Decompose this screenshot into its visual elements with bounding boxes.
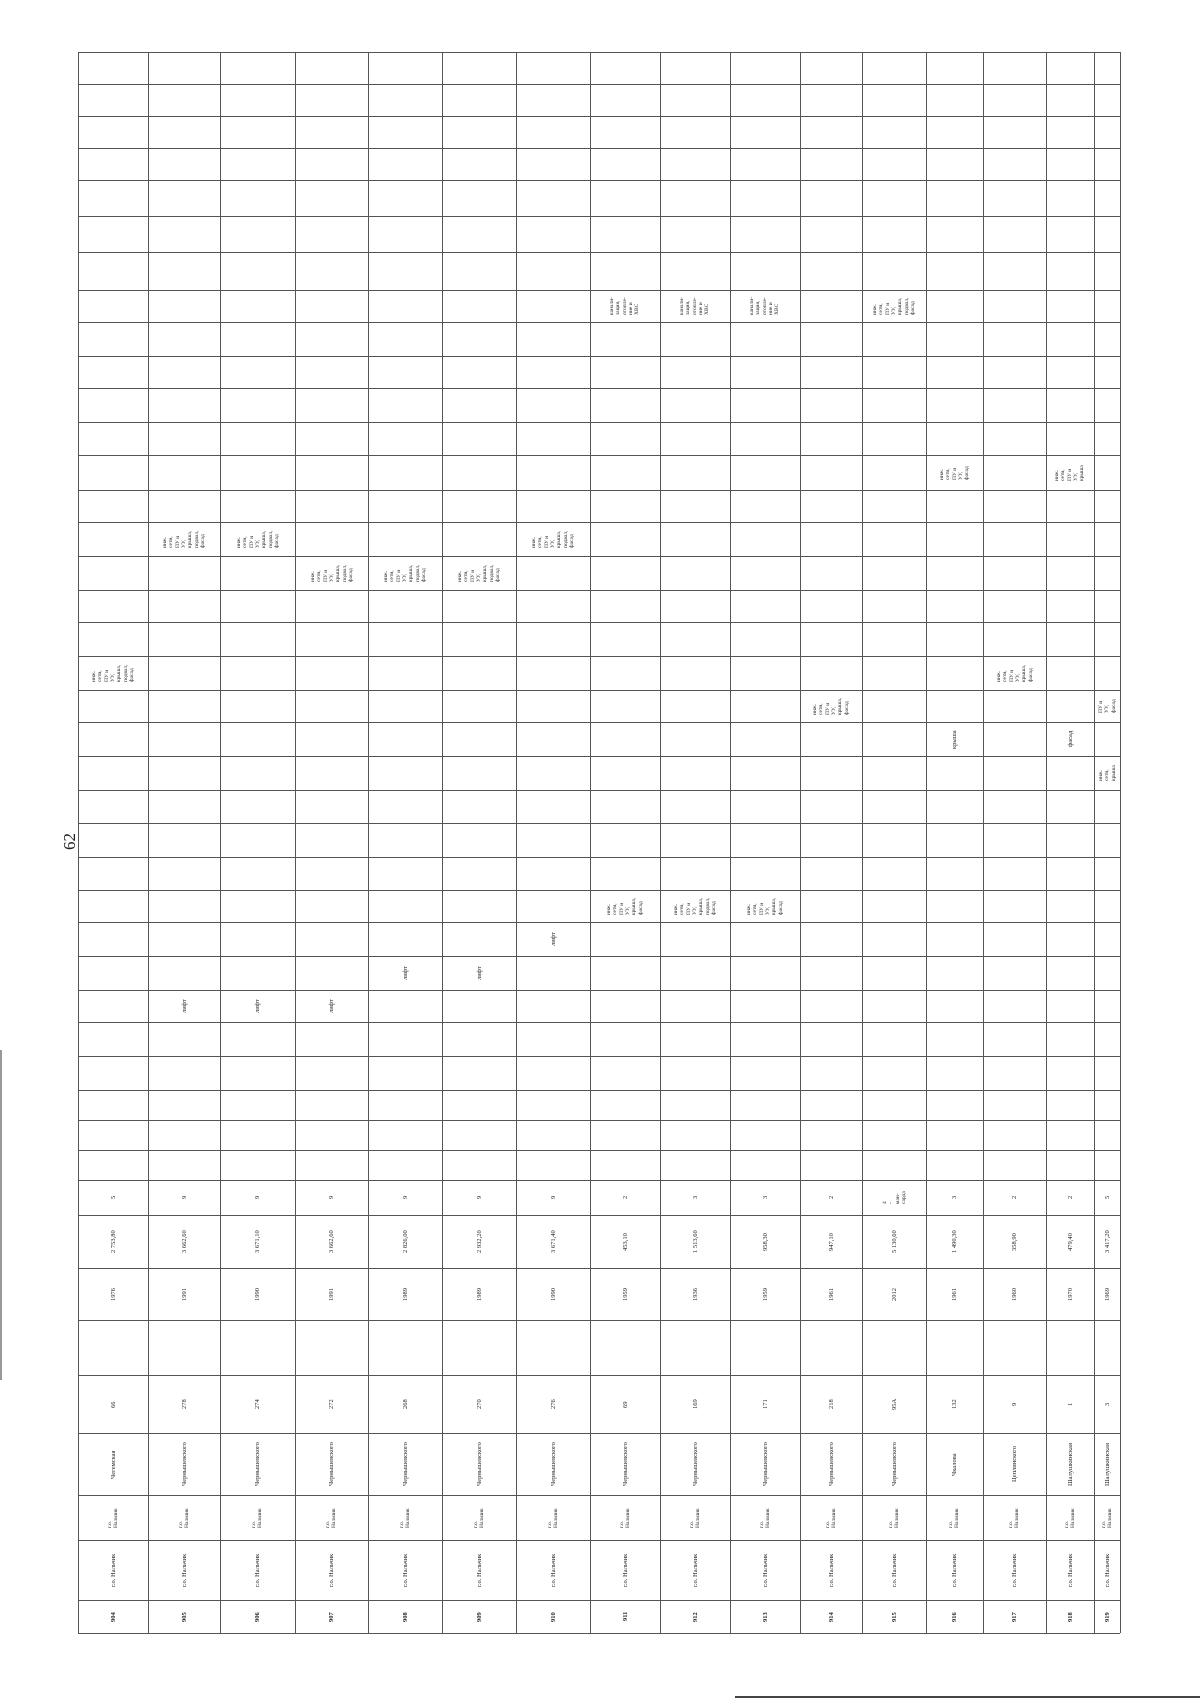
- row-rule: [78, 556, 1120, 557]
- cell-works1: инж. сети, ПУ и УУ, крыша, фасад: [746, 897, 784, 915]
- cell-works4: ПУ и УУ, фасад: [1097, 699, 1117, 713]
- cell-house: 278: [180, 1399, 188, 1409]
- cell-municipality: г.о. Нальчик: [328, 1553, 335, 1587]
- cell-works7: инж. сети, ПУ и УУ, крыша, подвал, фасад: [531, 530, 575, 548]
- cell-municipality: г.о. Нальчик: [691, 1553, 699, 1587]
- cell-street: Чернышевского: [549, 1442, 557, 1486]
- cell-floors: 3: [691, 1195, 699, 1199]
- cell-works7: инж. сети, ПУ и УУ, крыша, подвал, фасад: [162, 530, 206, 548]
- cell-municipality: г.о. Нальчик: [254, 1553, 261, 1587]
- cell-street: Чернышевского: [475, 1442, 483, 1486]
- cell-locality: г.о. Нальчик: [948, 1507, 961, 1528]
- row-rule: [78, 1600, 1120, 1601]
- cell-year: 1990: [549, 1287, 557, 1301]
- cell-floors: 2: [1066, 1195, 1074, 1199]
- row-rule: [78, 1180, 1120, 1181]
- cell-street: Чернышевского: [621, 1442, 629, 1486]
- row-rule: [78, 590, 1120, 591]
- cell-locality: г.о. Нальчик: [325, 1507, 338, 1528]
- cell-municipality: г.о. Нальчик: [1066, 1553, 1074, 1587]
- cell-street: Чернышевского: [761, 1442, 769, 1486]
- cell-floors: 2: [1011, 1195, 1018, 1199]
- row-rule: [78, 1150, 1120, 1151]
- cell-locality: г.о. Нальчик: [106, 1507, 119, 1528]
- cell-street: Шалушкинская: [1066, 1442, 1074, 1486]
- cell-area: 1 513,60: [691, 1230, 699, 1253]
- cell-floors: 9: [254, 1195, 261, 1199]
- cell-num: 906: [254, 1611, 261, 1622]
- cell-num: 914: [827, 1611, 835, 1622]
- cell-year: 1969: [1103, 1287, 1111, 1301]
- column-rule: [1120, 52, 1121, 1633]
- cell-num: 916: [951, 1611, 958, 1622]
- cell-num: 905: [180, 1611, 188, 1622]
- cell-locality: г.о. Нальчик: [472, 1507, 485, 1528]
- cell-works10: канали- зация, отопле- ние и ХВС: [749, 297, 781, 315]
- cell-house: 69: [621, 1401, 629, 1408]
- cell-locality: г.о. Нальчик: [251, 1507, 264, 1528]
- cell-works1: инж. сети, ПУ и УУ, крыша, подвал, фасад: [673, 897, 717, 915]
- row-rule: [78, 690, 1120, 691]
- cell-area: 479,40: [1066, 1232, 1074, 1251]
- row-rule: [78, 956, 1120, 957]
- row-rule: [78, 823, 1120, 824]
- cell-floors: 4 - ман- сарда: [881, 1191, 907, 1204]
- row-rule: [78, 656, 1120, 657]
- row-rule: [78, 790, 1120, 791]
- cell-municipality: г.о. Нальчик: [475, 1553, 483, 1587]
- cell-lift2: лифт: [401, 966, 409, 980]
- cell-street: Цеплинского: [1011, 1446, 1018, 1482]
- row-rule: [78, 84, 1120, 85]
- cell-area: 3 671,10: [254, 1230, 261, 1253]
- cell-street: Чернышевского: [691, 1442, 699, 1486]
- cell-num: 910: [549, 1611, 557, 1622]
- cell-floors: 9: [401, 1195, 409, 1199]
- cell-num: 918: [1066, 1611, 1074, 1622]
- cell-house: 218: [827, 1399, 835, 1409]
- cell-area: 3 662,60: [180, 1230, 188, 1253]
- cell-lift1: лифт: [180, 999, 188, 1013]
- cell-works6: инж. сети, ПУ и УУ, крыша, подвал, фасад: [309, 564, 354, 582]
- cell-num: 904: [109, 1611, 117, 1622]
- cell-locality: г.о. Нальчик: [546, 1507, 559, 1528]
- row-rule: [78, 1495, 1120, 1496]
- cell-house: 171: [761, 1399, 769, 1409]
- cell-locality: г.о. Нальчик: [177, 1507, 190, 1528]
- cell-works5: инж. сети, ПУ и УУ, крыша, подвал, фасад: [91, 664, 135, 682]
- row-rule: [78, 490, 1120, 491]
- cell-year: 1959: [761, 1287, 769, 1301]
- row-rule: [78, 1540, 1120, 1541]
- cell-year: 1961: [827, 1287, 835, 1301]
- cell-municipality: г.о. Нальчик: [951, 1553, 958, 1587]
- row-rule: [78, 1633, 1120, 1634]
- cell-area: 3 671,40: [549, 1230, 557, 1253]
- row-rule: [78, 252, 1120, 253]
- cell-municipality: г.о. Нальчик: [401, 1553, 409, 1587]
- row-rule: [78, 990, 1120, 991]
- page-number: 62: [60, 833, 79, 850]
- cell-locality: г.о. Нальчик: [1008, 1507, 1021, 1528]
- row-rule: [78, 722, 1120, 723]
- cell-street: Чкалова: [951, 1452, 958, 1476]
- cell-works9: инж. сети, ПУ и УУ, фасад: [938, 465, 970, 480]
- cell-street: Чегемская: [109, 1449, 117, 1479]
- cell-works1: инж. сети, ПУ и УУ, крыша, фасад: [606, 897, 644, 915]
- row-rule: [78, 388, 1120, 389]
- row-rule: [78, 216, 1120, 217]
- cell-house: 268: [401, 1399, 409, 1409]
- cell-lift1: лифт: [328, 999, 335, 1013]
- cell-lift2: лифт: [475, 966, 483, 980]
- cell-municipality: г.о. Нальчик: [109, 1553, 117, 1587]
- cell-works10: инж. сети, ПУ и УУ, крыша, подвал, фасад: [872, 297, 916, 315]
- cell-year: 1961: [951, 1287, 958, 1301]
- row-rule: [78, 1022, 1120, 1023]
- row-rule: [78, 322, 1120, 323]
- cell-house: 132: [951, 1399, 958, 1409]
- cell-house: 169: [691, 1399, 699, 1409]
- cell-house: 276: [549, 1399, 557, 1409]
- cell-locality: г.о. Нальчик: [887, 1507, 900, 1528]
- cell-municipality: г.о. Нальчик: [621, 1553, 629, 1587]
- cell-area: 2 932,20: [475, 1230, 483, 1253]
- cell-num: 919: [1103, 1611, 1111, 1622]
- cell-floors: 5: [109, 1195, 117, 1199]
- cell-floors: 9: [180, 1195, 188, 1199]
- cell-locality: г.о. Нальчик: [618, 1507, 631, 1528]
- cell-street: Чернышевского: [328, 1442, 335, 1486]
- bottom-rule: [735, 1696, 1200, 1698]
- cell-street: Шалушкинская: [1103, 1442, 1111, 1486]
- cell-municipality: г.о. Нальчик: [1011, 1553, 1018, 1587]
- cell-year: 1970: [1066, 1287, 1074, 1301]
- cell-house: 270: [475, 1399, 483, 1409]
- row-rule: [78, 1090, 1120, 1091]
- cell-municipality: г.о. Нальчик: [890, 1553, 898, 1587]
- cell-floors: 2: [827, 1195, 835, 1199]
- cell-house: 3: [1103, 1402, 1111, 1406]
- cell-area: 947,10: [827, 1232, 835, 1251]
- cell-works10: канали- зация, отопле- ние и ХВС: [609, 297, 641, 315]
- cell-municipality: г.о. Нальчик: [180, 1553, 188, 1587]
- cell-num: 908: [401, 1611, 409, 1622]
- cell-floors: 3: [761, 1195, 769, 1199]
- cell-works3: фасад: [1066, 730, 1074, 747]
- cell-num: 913: [761, 1611, 769, 1622]
- row-rule: [78, 756, 1120, 757]
- cell-municipality: г.о. Нальчик: [1103, 1553, 1111, 1587]
- row-rule: [78, 1056, 1120, 1057]
- cell-floors: 9: [475, 1195, 483, 1199]
- row-rule: [78, 857, 1120, 858]
- cell-works5: инж. сети, ПУ и УУ, крыша, фасад: [995, 664, 1034, 682]
- cell-year: 1959: [621, 1287, 629, 1301]
- row-rule: [78, 52, 1120, 53]
- cell-locality: г.о. Нальчик: [758, 1507, 771, 1528]
- row-rule: [78, 180, 1120, 181]
- cell-year: 1976: [109, 1287, 117, 1301]
- cell-street: Чернышевского: [401, 1442, 409, 1486]
- cell-floors: 9: [328, 1195, 335, 1199]
- row-rule: [78, 922, 1120, 923]
- cell-year: 1991: [180, 1287, 188, 1301]
- row-rule: [78, 290, 1120, 291]
- cell-num: 917: [1011, 1611, 1018, 1622]
- cell-area: 358,90: [1011, 1232, 1018, 1251]
- cell-house: 1: [1066, 1402, 1074, 1406]
- cell-street: Чернышевского: [180, 1442, 188, 1486]
- cell-street: Чернышевского: [890, 1442, 898, 1486]
- cell-num: 909: [475, 1611, 483, 1622]
- cell-num: 915: [890, 1611, 898, 1622]
- cell-year: 1936: [691, 1287, 699, 1301]
- cell-works7: инж. сети, ПУ и УУ, крыша, подвал, фасад: [235, 530, 280, 548]
- cell-floors: 3: [951, 1195, 958, 1199]
- cell-num: 912: [691, 1611, 699, 1622]
- cell-house: 9: [1011, 1402, 1018, 1406]
- cell-area: 958,30: [761, 1232, 769, 1251]
- cell-area: 2 826,00: [401, 1230, 409, 1253]
- cell-floors: 5: [1103, 1195, 1111, 1199]
- cell-area: 2 753,80: [109, 1230, 117, 1253]
- cell-year: 1991: [328, 1287, 335, 1301]
- cell-area: 1 490,30: [951, 1230, 958, 1253]
- cell-municipality: г.о. Нальчик: [549, 1553, 557, 1587]
- cell-year: 1990: [254, 1287, 261, 1301]
- row-rule: [78, 1375, 1120, 1376]
- cell-lift1: лифт: [254, 999, 261, 1013]
- cell-street: Чернышевского: [254, 1442, 261, 1486]
- row-rule: [78, 455, 1120, 456]
- row-rule: [78, 1268, 1120, 1269]
- cell-num: 907: [328, 1611, 335, 1622]
- cell-works2: инж. сети, крыша: [1097, 765, 1117, 781]
- cell-area: 453,10: [621, 1232, 629, 1251]
- row-rule: [78, 890, 1120, 891]
- cell-works4: инж. сети, ПУ и УУ, крыша, фасад: [812, 697, 850, 715]
- cell-floors: 9: [549, 1195, 557, 1199]
- row-rule: [78, 1320, 1120, 1321]
- cell-num: 911: [621, 1611, 629, 1621]
- cell-works6: инж. сети, ПУ и УУ, крыша, подвал, фасад: [383, 564, 427, 582]
- cell-year: 1989: [401, 1287, 409, 1301]
- cell-works3: крыша: [951, 729, 958, 749]
- row-rule: [78, 1215, 1120, 1216]
- cell-locality: г.о. Нальчик: [398, 1507, 411, 1528]
- cell-area: 3 417,20: [1103, 1230, 1111, 1253]
- row-rule: [78, 148, 1120, 149]
- row-rule: [78, 422, 1120, 423]
- row-rule: [78, 1433, 1120, 1434]
- cell-floors: 2: [621, 1195, 629, 1199]
- cell-area: 5 130,60: [890, 1230, 898, 1253]
- cell-year: 1989: [475, 1287, 483, 1301]
- cell-locality: г.о. Нальчик: [824, 1507, 837, 1528]
- left-edge-rule: [0, 1050, 2, 1380]
- cell-lift3: лифт: [549, 932, 557, 946]
- cell-street: Чернышевского: [827, 1442, 835, 1486]
- cell-municipality: г.о. Нальчик: [761, 1553, 769, 1587]
- cell-house: 272: [328, 1399, 335, 1409]
- cell-year: 1960: [1011, 1287, 1018, 1301]
- row-rule: [78, 522, 1120, 523]
- cell-locality: г.о. Нальчик: [688, 1507, 701, 1528]
- cell-works9: инж. сети, ПУ и УУ, крыша: [1054, 464, 1086, 481]
- row-rule: [78, 356, 1120, 357]
- cell-area: 3 662,60: [328, 1230, 335, 1253]
- cell-house: 274: [254, 1399, 261, 1409]
- row-rule: [78, 116, 1120, 117]
- cell-works10: канали- зация, отопле- ние и ХВС: [679, 297, 711, 315]
- cell-house: 66: [109, 1401, 117, 1408]
- row-rule: [78, 622, 1120, 623]
- cell-year: 2012: [890, 1287, 898, 1301]
- cell-locality: г.о. Нальчик: [1063, 1507, 1076, 1528]
- cell-municipality: г.о. Нальчик: [827, 1553, 835, 1587]
- row-rule: [78, 1120, 1120, 1121]
- cell-locality: г.о. Нальчик: [1100, 1507, 1113, 1528]
- cell-works6: инж. сети, ПУ и УУ, крыша, подвал, фасад: [457, 564, 501, 582]
- cell-house: 95А: [890, 1398, 898, 1410]
